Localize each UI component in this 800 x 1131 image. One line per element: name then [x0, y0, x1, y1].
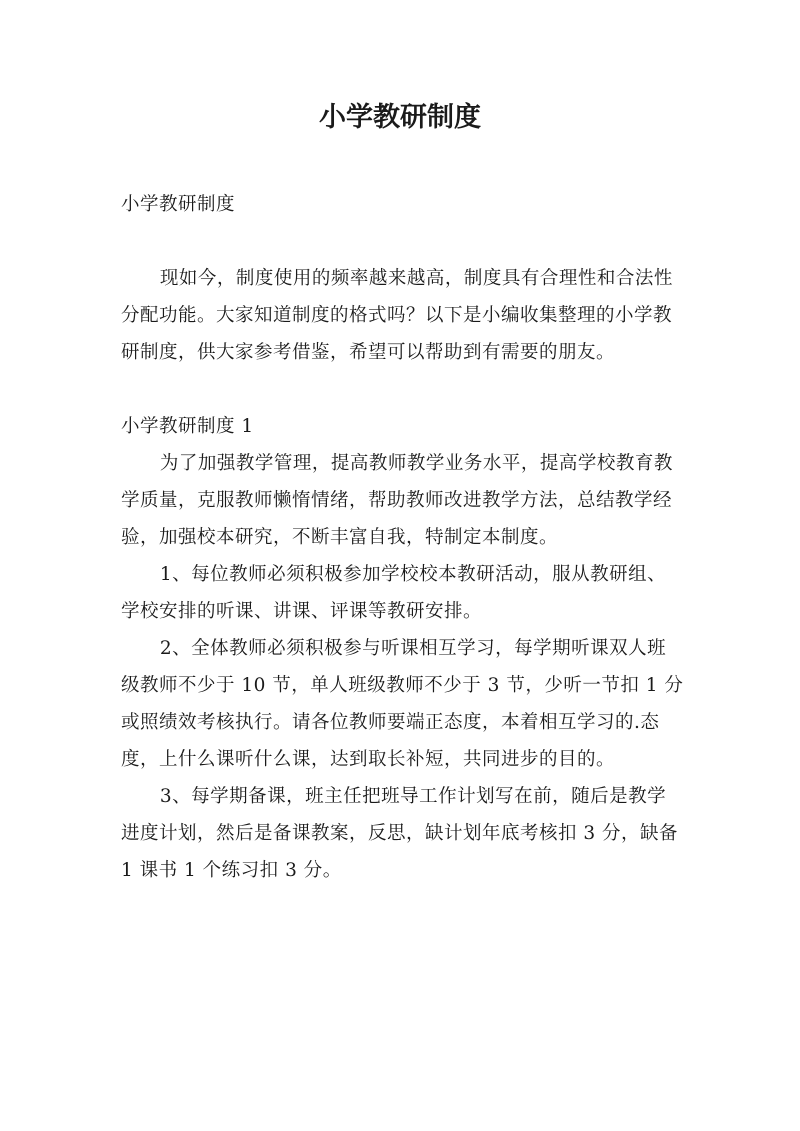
section-intro-paragraph: 为了加强教学管理，提高教师教学业务水平，提高学校教育教学质量，克服教师懒惰情绪，帮助教师改进教学方法，总结教学经验，加强校本研究，不断丰富自我，特制定本制度。	[121, 453, 673, 548]
list-item: 1、每位教师必须积极参加学校校本教研活动，服从教研组、学校安排的听课、讲课、评课等教研安排。	[121, 564, 667, 622]
intro-paragraph: 现如今，制度使用的频率越来越高，制度具有合理性和合法性分配功能。大家知道制度的格式吗？以下是小编收集整理的小学教研制度，供大家参考借鉴，希望可以帮助到有需要的朋友。	[121, 268, 673, 363]
document-title: 小学教研制度	[319, 102, 481, 133]
spacer	[121, 371, 685, 408]
spacer	[121, 223, 685, 260]
list-item: 3、每学期备课，班主任把班导工作计划写在前，随后是教学进度计划，然后是备课教案，反思，缺计划年底考核扣 3 分，缺备 1 课书 1 个练习扣 3 分。	[121, 786, 679, 881]
section-heading: 小学教研制度 1	[121, 416, 254, 437]
document-subtitle: 小学教研制度	[121, 194, 236, 215]
list-item: 2、全体教师必须积极参与听课相互学习，每学期听课双人班级教师不少于 10 节，单人班级教师不少于 3 节，少听一节扣 1 分或照绩效考核执行。请各位教师要端正态度，本着相互学习的.态度，上什么课听什么课，达到取长补短，共同进步的目的。	[121, 638, 684, 770]
document-body	[121, 186, 685, 889]
